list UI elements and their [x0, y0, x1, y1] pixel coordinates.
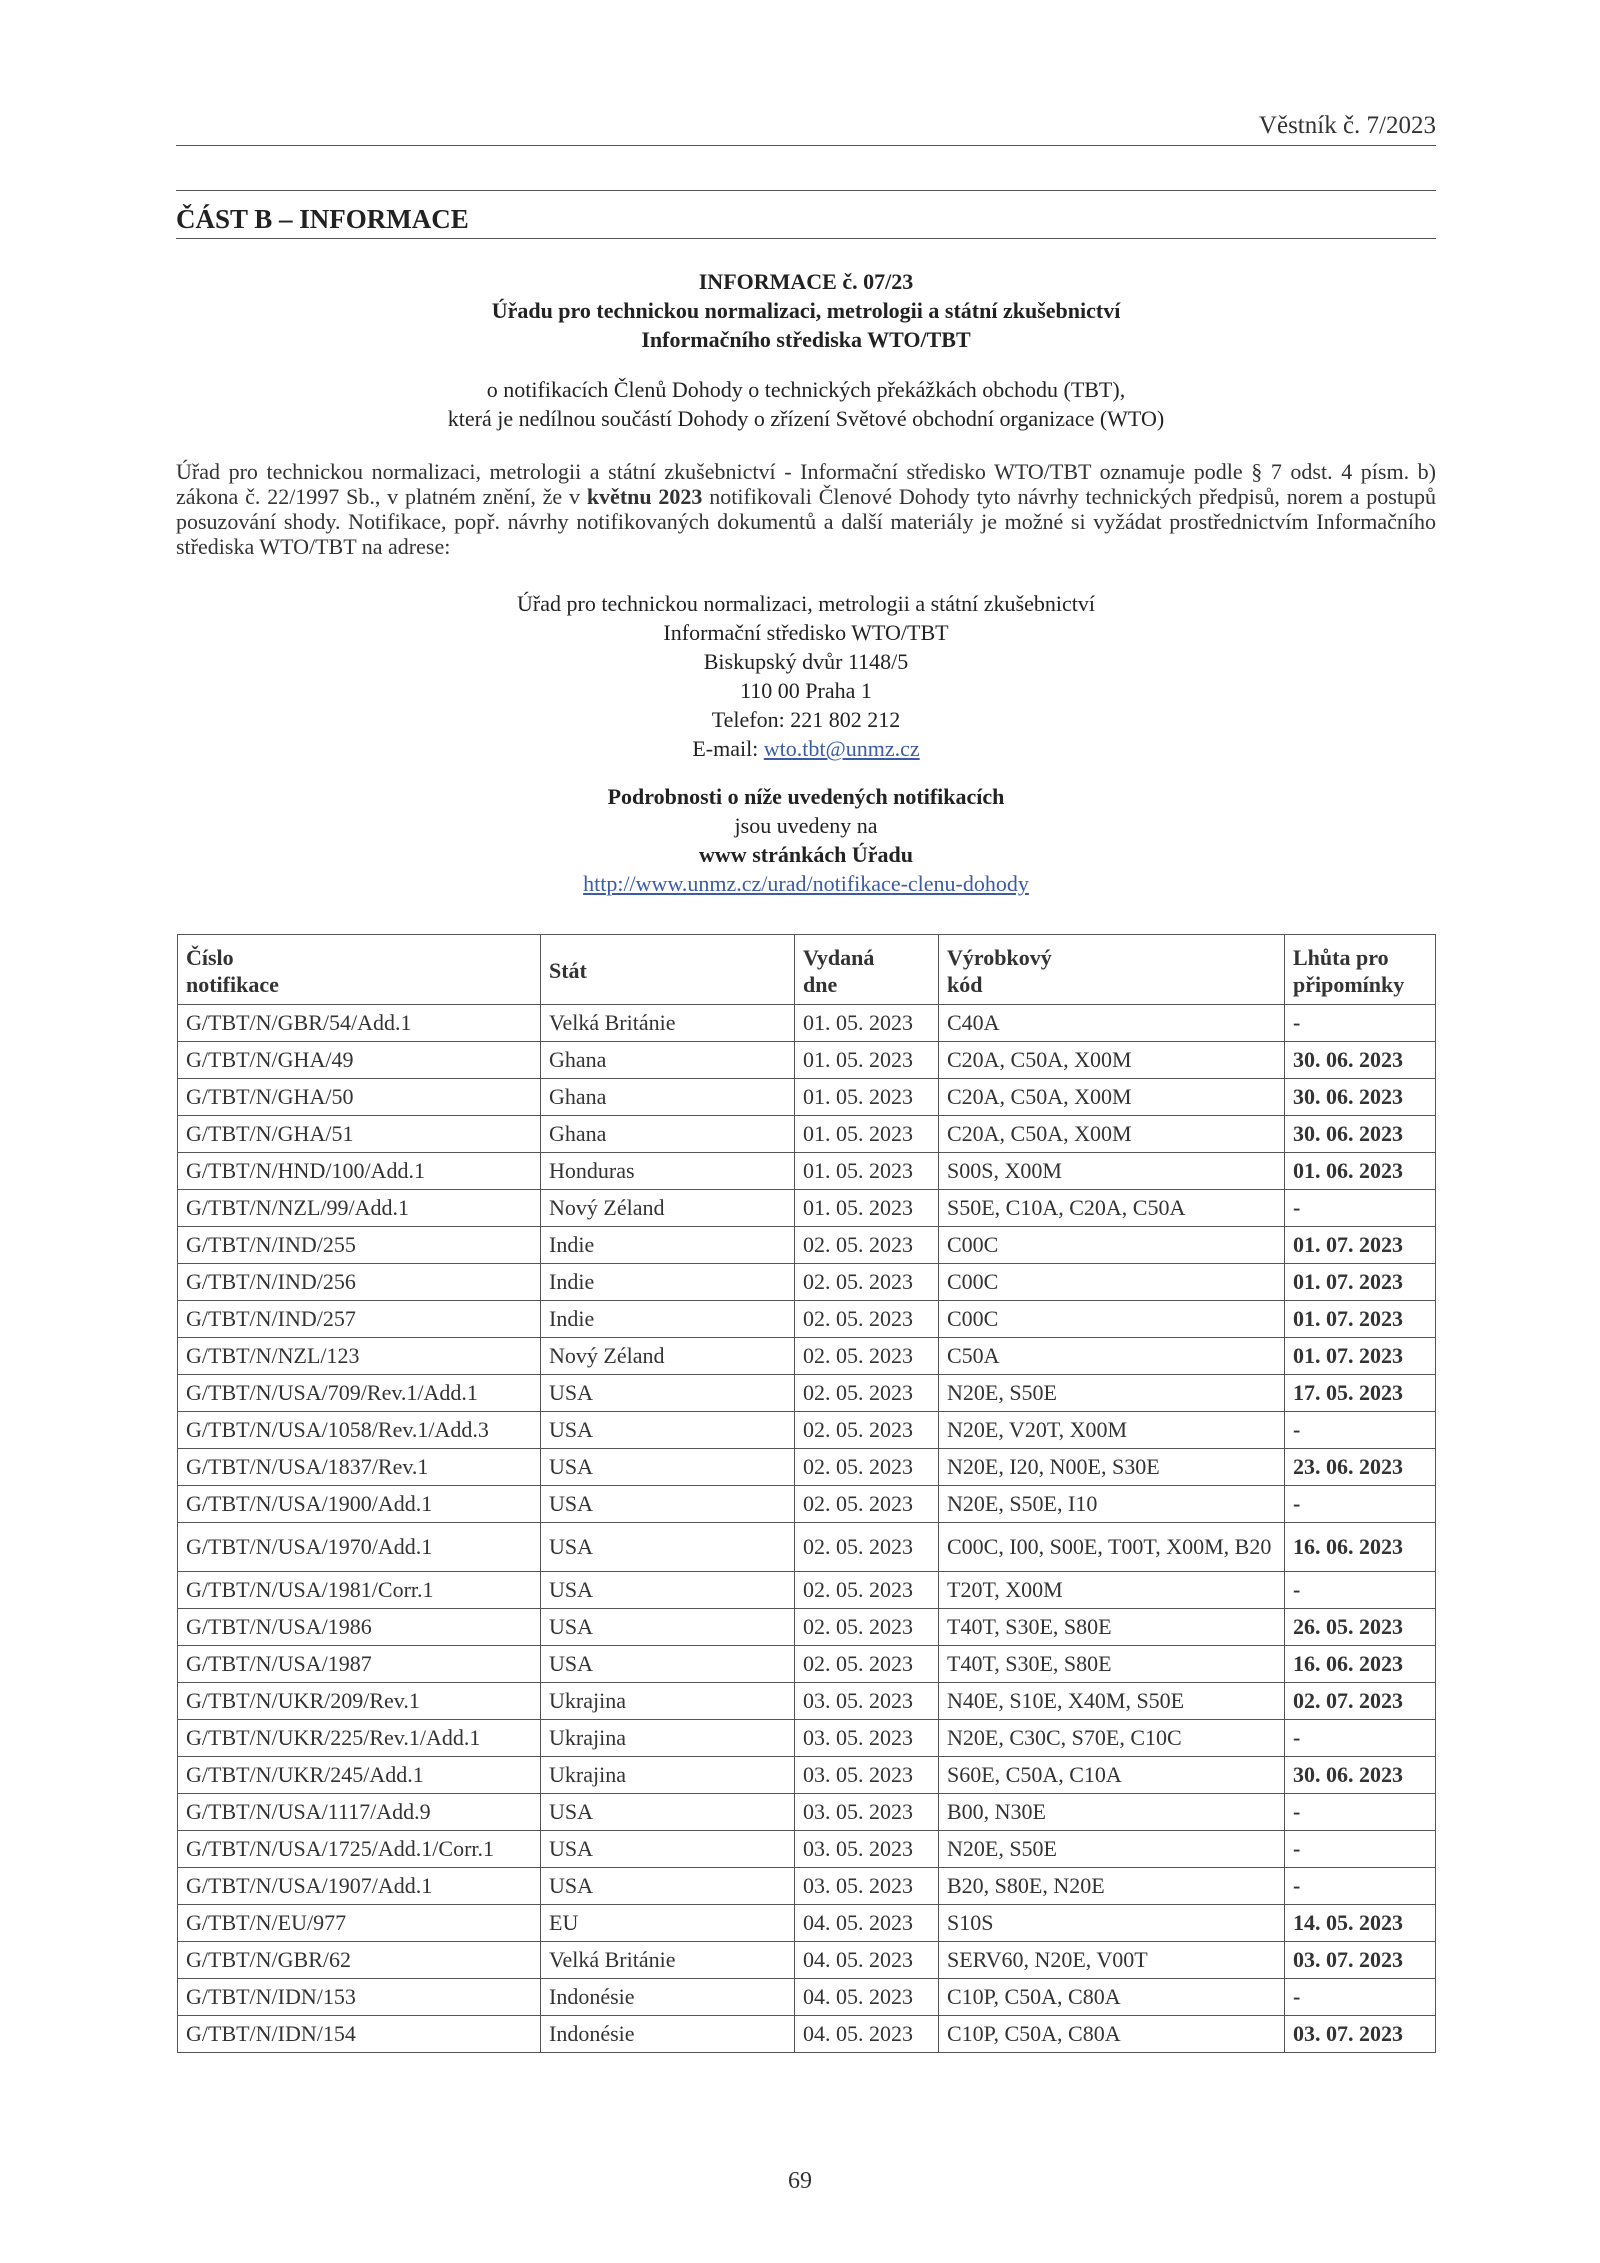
- table-row: [178, 1301, 1436, 1338]
- product-code-cell: C00C: [939, 1227, 1285, 1264]
- address-office: Úřad pro technickou normalizaci, metrologii a státní zkušebnictví: [517, 591, 1095, 616]
- table-row: [178, 2016, 1436, 2053]
- notification-number-cell: G/TBT/N/USA/1725/Add.1/Corr.1: [178, 1831, 541, 1868]
- comment-deadline-cell: 17. 05. 2023: [1285, 1375, 1436, 1412]
- table-row: [178, 1338, 1436, 1375]
- issued-date-cell: 02. 05. 2023: [795, 1572, 939, 1609]
- comment-deadline-cell: 14. 05. 2023: [1285, 1905, 1436, 1942]
- country-cell: USA: [541, 1868, 795, 1905]
- email-label: E-mail:: [692, 736, 764, 761]
- issued-date-cell: 01. 05. 2023: [795, 1116, 939, 1153]
- table-row: [178, 1868, 1436, 1905]
- product-code-cell: C10P, C50A, C80A: [939, 1979, 1285, 2016]
- product-code-cell: S50E, C10A, C20A, C50A: [939, 1190, 1285, 1227]
- table-row: [178, 1412, 1436, 1449]
- intro-text-1: Úřad pro technickou normalizaci, metrologii a státní zkušebnictví - Informační středisko WTO/TBT oznamuje podle § 7 odst. 4 písm. b) zákona č. 22/1997 Sb., v platném znění, že v: [176, 459, 1436, 509]
- country-cell: Indie: [541, 1301, 795, 1338]
- issued-date-cell: 04. 05. 2023: [795, 1905, 939, 1942]
- email-link[interactable]: wto.tbt@unmz.cz: [763, 736, 920, 761]
- table-row: [178, 1794, 1436, 1831]
- table-header-row: [178, 935, 1436, 1005]
- notification-number-cell: G/TBT/N/IND/255: [178, 1227, 541, 1264]
- info-subtitle: [176, 375, 1436, 433]
- issued-date-cell: 03. 05. 2023: [795, 1868, 939, 1905]
- subtitle-line-1: o notifikacích Členů Dohody o technických překážkách obchodu (TBT),: [486, 377, 1126, 402]
- country-cell: Nový Zéland: [541, 1338, 795, 1375]
- country-cell: Ukrajina: [541, 1720, 795, 1757]
- table-row: [178, 1609, 1436, 1646]
- subtitle-line-2: která je nedílnou součástí Dohody o zřízení Světové obchodní organizace (WTO): [447, 406, 1165, 431]
- issued-date-cell: 03. 05. 2023: [795, 1757, 939, 1794]
- comment-deadline-cell: 03. 07. 2023: [1285, 1942, 1436, 1979]
- table-row: [178, 1042, 1436, 1079]
- product-code-cell: C40A: [939, 1005, 1285, 1042]
- table-body: [178, 1005, 1436, 2053]
- country-cell: Honduras: [541, 1153, 795, 1190]
- comment-deadline-cell: 23. 06. 2023: [1285, 1449, 1436, 1486]
- issued-date-cell: 02. 05. 2023: [795, 1449, 939, 1486]
- issued-date-cell: 04. 05. 2023: [795, 1942, 939, 1979]
- issued-date-cell: 03. 05. 2023: [795, 1794, 939, 1831]
- table-row: [178, 1486, 1436, 1523]
- address-street: Biskupský dvůr 1148/5: [703, 649, 909, 674]
- comment-deadline-cell: -: [1285, 1486, 1436, 1523]
- header-product-code: Výrobkový kód: [939, 935, 1285, 1005]
- product-code-cell: C50A: [939, 1338, 1285, 1375]
- table-row: [178, 1646, 1436, 1683]
- country-cell: USA: [541, 1486, 795, 1523]
- product-code-cell: C20A, C50A, X00M: [939, 1116, 1285, 1153]
- header-issued-date: Vydaná dne: [795, 935, 939, 1005]
- product-code-cell: N20E, S50E: [939, 1831, 1285, 1868]
- publication-header: Věstník č. 7/2023: [1258, 112, 1436, 139]
- comment-deadline-cell: -: [1285, 1412, 1436, 1449]
- table-row: [178, 1757, 1436, 1794]
- notification-number-cell: G/TBT/N/USA/1987: [178, 1646, 541, 1683]
- comment-deadline-cell: 01. 06. 2023: [1285, 1153, 1436, 1190]
- country-cell: Velká Británie: [541, 1942, 795, 1979]
- notification-number-cell: G/TBT/N/USA/1986: [178, 1609, 541, 1646]
- country-cell: USA: [541, 1375, 795, 1412]
- table-row: [178, 1190, 1436, 1227]
- comment-deadline-cell: -: [1285, 1572, 1436, 1609]
- notification-number-cell: G/TBT/N/NZL/99/Add.1: [178, 1190, 541, 1227]
- comment-deadline-cell: -: [1285, 1868, 1436, 1905]
- comment-deadline-cell: 01. 07. 2023: [1285, 1227, 1436, 1264]
- address-email: [176, 734, 1436, 763]
- table-row: [178, 1116, 1436, 1153]
- product-code-cell: C10P, C50A, C80A: [939, 2016, 1285, 2053]
- comment-deadline-cell: 16. 06. 2023: [1285, 1646, 1436, 1683]
- issued-date-cell: 02. 05. 2023: [795, 1523, 939, 1572]
- table-row: [178, 1375, 1436, 1412]
- issued-date-cell: 01. 05. 2023: [795, 1079, 939, 1116]
- issued-date-cell: 04. 05. 2023: [795, 2016, 939, 2053]
- country-cell: Indie: [541, 1227, 795, 1264]
- comment-deadline-cell: 01. 07. 2023: [1285, 1301, 1436, 1338]
- notification-number-cell: G/TBT/N/IDN/154: [178, 2016, 541, 2053]
- section-rule-bottom: [176, 238, 1436, 239]
- address-phone: Telefon: 221 802 212: [711, 707, 901, 732]
- country-cell: Ukrajina: [541, 1757, 795, 1794]
- table-row: [178, 1831, 1436, 1868]
- address-city: 110 00 Praha 1: [740, 678, 872, 703]
- info-office: Úřadu pro technickou normalizaci, metrologii a státní zkušebnictví: [491, 298, 1121, 323]
- address-block: [176, 589, 1436, 763]
- comment-deadline-cell: 30. 06. 2023: [1285, 1079, 1436, 1116]
- issued-date-cell: 02. 05. 2023: [795, 1609, 939, 1646]
- product-code-cell: N20E, S50E: [939, 1375, 1285, 1412]
- table-row: [178, 1005, 1436, 1042]
- issued-date-cell: 01. 05. 2023: [795, 1153, 939, 1190]
- section-rule-top: [176, 190, 1436, 191]
- country-cell: USA: [541, 1449, 795, 1486]
- product-code-cell: C00C: [939, 1301, 1285, 1338]
- notification-number-cell: G/TBT/N/IDN/153: [178, 1979, 541, 2016]
- comment-deadline-cell: -: [1285, 1720, 1436, 1757]
- country-cell: USA: [541, 1412, 795, 1449]
- notification-number-cell: G/TBT/N/USA/709/Rev.1/Add.1: [178, 1375, 541, 1412]
- comment-deadline-cell: 30. 06. 2023: [1285, 1757, 1436, 1794]
- table-row: [178, 1079, 1436, 1116]
- table-row: [178, 1979, 1436, 2016]
- notification-number-cell: G/TBT/N/GHA/51: [178, 1116, 541, 1153]
- comment-deadline-cell: -: [1285, 1979, 1436, 2016]
- country-cell: Ghana: [541, 1116, 795, 1153]
- table-row: [178, 1572, 1436, 1609]
- notification-number-cell: G/TBT/N/USA/1900/Add.1: [178, 1486, 541, 1523]
- country-cell: USA: [541, 1646, 795, 1683]
- notification-number-cell: G/TBT/N/USA/1058/Rev.1/Add.3: [178, 1412, 541, 1449]
- product-code-cell: C00C: [939, 1264, 1285, 1301]
- country-cell: Indonésie: [541, 1979, 795, 2016]
- product-code-cell: S00S, X00M: [939, 1153, 1285, 1190]
- issued-date-cell: 02. 05. 2023: [795, 1646, 939, 1683]
- notification-number-cell: G/TBT/N/USA/1117/Add.9: [178, 1794, 541, 1831]
- header-country: Stát: [541, 935, 795, 1005]
- issued-date-cell: 01. 05. 2023: [795, 1005, 939, 1042]
- comment-deadline-cell: 01. 07. 2023: [1285, 1338, 1436, 1375]
- country-cell: Indie: [541, 1264, 795, 1301]
- notification-number-cell: G/TBT/N/USA/1970/Add.1: [178, 1523, 541, 1572]
- table-row: [178, 1449, 1436, 1486]
- table-row: [178, 1905, 1436, 1942]
- comment-deadline-cell: -: [1285, 1794, 1436, 1831]
- country-cell: USA: [541, 1794, 795, 1831]
- comment-deadline-cell: 01. 07. 2023: [1285, 1264, 1436, 1301]
- product-code-cell: N20E, C30C, S70E, C10C: [939, 1720, 1285, 1757]
- intro-month: květnu 2023: [586, 484, 703, 509]
- notification-number-cell: G/TBT/N/UKR/209/Rev.1: [178, 1683, 541, 1720]
- product-code-cell: S10S: [939, 1905, 1285, 1942]
- comment-deadline-cell: 30. 06. 2023: [1285, 1042, 1436, 1079]
- table-row: [178, 1153, 1436, 1190]
- issued-date-cell: 03. 05. 2023: [795, 1720, 939, 1757]
- product-code-cell: N20E, S50E, I10: [939, 1486, 1285, 1523]
- notification-number-cell: G/TBT/N/UKR/225/Rev.1/Add.1: [178, 1720, 541, 1757]
- notification-table: [177, 934, 1436, 2053]
- country-cell: EU: [541, 1905, 795, 1942]
- info-centre: Informačního střediska WTO/TBT: [641, 327, 971, 352]
- country-cell: USA: [541, 1609, 795, 1646]
- section-title: ČÁST B – INFORMACE: [176, 204, 469, 234]
- product-code-cell: S60E, C50A, C10A: [939, 1757, 1285, 1794]
- product-code-cell: T20T, X00M: [939, 1572, 1285, 1609]
- issued-date-cell: 03. 05. 2023: [795, 1683, 939, 1720]
- comment-deadline-cell: -: [1285, 1005, 1436, 1042]
- table-row: [178, 1523, 1436, 1572]
- issued-date-cell: 02. 05. 2023: [795, 1412, 939, 1449]
- issued-date-cell: 02. 05. 2023: [795, 1264, 939, 1301]
- comment-deadline-cell: 02. 07. 2023: [1285, 1683, 1436, 1720]
- country-cell: USA: [541, 1572, 795, 1609]
- product-code-cell: N40E, S10E, X40M, S50E: [939, 1683, 1285, 1720]
- header-notification-number: Číslo notifikace: [178, 935, 541, 1005]
- product-code-cell: B20, S80E, N20E: [939, 1868, 1285, 1905]
- comment-deadline-cell: 03. 07. 2023: [1285, 2016, 1436, 2053]
- info-number: INFORMACE č. 07/23: [698, 269, 914, 294]
- issued-date-cell: 02. 05. 2023: [795, 1486, 939, 1523]
- notification-number-cell: G/TBT/N/IND/257: [178, 1301, 541, 1338]
- product-code-cell: B00, N30E: [939, 1794, 1285, 1831]
- comment-deadline-cell: -: [1285, 1831, 1436, 1868]
- comment-deadline-cell: 16. 06. 2023: [1285, 1523, 1436, 1572]
- issued-date-cell: 01. 05. 2023: [795, 1042, 939, 1079]
- details-line-2: jsou uvedeny na: [734, 813, 878, 838]
- details-line-1: Podrobnosti o níže uvedených notifikacích: [607, 784, 1005, 809]
- country-cell: USA: [541, 1831, 795, 1868]
- notification-number-cell: G/TBT/N/EU/977: [178, 1905, 541, 1942]
- header-rule: [176, 145, 1436, 146]
- table-row: [178, 1683, 1436, 1720]
- issued-date-cell: 01. 05. 2023: [795, 1190, 939, 1227]
- address-centre: Informační středisko WTO/TBT: [663, 620, 949, 645]
- comment-deadline-cell: -: [1285, 1190, 1436, 1227]
- notification-number-cell: G/TBT/N/GBR/54/Add.1: [178, 1005, 541, 1042]
- details-line-3: www stránkách Úřadu: [699, 842, 913, 867]
- table-row: [178, 1264, 1436, 1301]
- comment-deadline-cell: 26. 05. 2023: [1285, 1609, 1436, 1646]
- page-number: 69: [788, 2168, 812, 2194]
- product-code-cell: C20A, C50A, X00M: [939, 1042, 1285, 1079]
- country-cell: Indonésie: [541, 2016, 795, 2053]
- info-header: [176, 267, 1436, 354]
- table-row: [178, 1227, 1436, 1264]
- issued-date-cell: 02. 05. 2023: [795, 1227, 939, 1264]
- country-cell: Ghana: [541, 1079, 795, 1116]
- details-url-link[interactable]: http://www.unmz.cz/urad/notifikace-clenu-dohody: [583, 871, 1029, 896]
- product-code-cell: SERV60, N20E, V00T: [939, 1942, 1285, 1979]
- header-comment-deadline: Lhůta pro připomínky: [1285, 935, 1436, 1005]
- product-code-cell: T40T, S30E, S80E: [939, 1609, 1285, 1646]
- country-cell: USA: [541, 1523, 795, 1572]
- issued-date-cell: 02. 05. 2023: [795, 1338, 939, 1375]
- country-cell: Ukrajina: [541, 1683, 795, 1720]
- notification-number-cell: G/TBT/N/IND/256: [178, 1264, 541, 1301]
- notification-number-cell: G/TBT/N/NZL/123: [178, 1338, 541, 1375]
- country-cell: Ghana: [541, 1042, 795, 1079]
- product-code-cell: T40T, S30E, S80E: [939, 1646, 1285, 1683]
- notification-number-cell: G/TBT/N/GHA/49: [178, 1042, 541, 1079]
- table-row: [178, 1720, 1436, 1757]
- issued-date-cell: 02. 05. 2023: [795, 1301, 939, 1338]
- intro-paragraph: [176, 459, 1436, 559]
- notification-number-cell: G/TBT/N/UKR/245/Add.1: [178, 1757, 541, 1794]
- notification-number-cell: G/TBT/N/HND/100/Add.1: [178, 1153, 541, 1190]
- notification-number-cell: G/TBT/N/USA/1907/Add.1: [178, 1868, 541, 1905]
- product-code-cell: C20A, C50A, X00M: [939, 1079, 1285, 1116]
- product-code-cell: N20E, I20, N00E, S30E: [939, 1449, 1285, 1486]
- issued-date-cell: 03. 05. 2023: [795, 1831, 939, 1868]
- country-cell: Velká Británie: [541, 1005, 795, 1042]
- country-cell: Nový Zéland: [541, 1190, 795, 1227]
- issued-date-cell: 04. 05. 2023: [795, 1979, 939, 2016]
- notification-number-cell: G/TBT/N/GHA/50: [178, 1079, 541, 1116]
- notification-number-cell: G/TBT/N/USA/1981/Corr.1: [178, 1572, 541, 1609]
- product-code-cell: C00C, I00, S00E, T00T, X00M, B20: [939, 1523, 1285, 1572]
- notification-number-cell: G/TBT/N/GBR/62: [178, 1942, 541, 1979]
- issued-date-cell: 02. 05. 2023: [795, 1375, 939, 1412]
- table-row: [178, 1942, 1436, 1979]
- details-block: [176, 782, 1436, 898]
- notification-number-cell: G/TBT/N/USA/1837/Rev.1: [178, 1449, 541, 1486]
- product-code-cell: N20E, V20T, X00M: [939, 1412, 1285, 1449]
- intro-text-2: notifikovali Členové Dohody tyto návrhy technických předpisů, norem a postupů posuzování shody. Notifikace, popř. návrhy notifikovaných dokumentů a další materiály je možné si vyžádat prostřednictvím Informačního střediska WTO/TBT na adrese:: [176, 484, 1436, 559]
- comment-deadline-cell: 30. 06. 2023: [1285, 1116, 1436, 1153]
